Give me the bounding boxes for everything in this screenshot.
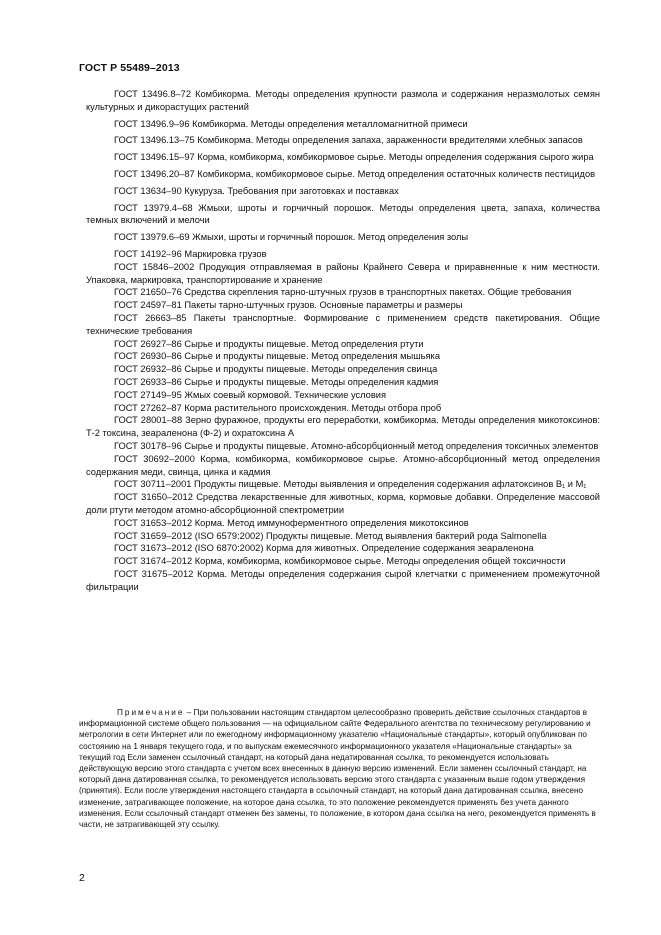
reference-entry: ГОСТ 26933–86 Сырье и продукты пищевые. Методы определения кадмия (114, 376, 439, 387)
reference-entry: ГОСТ 27149–95 Жмых соевый кормовой. Технические условия (114, 389, 387, 400)
reference-entry: ГОСТ 15846–2002 Продукция отправляемая в районы Крайнего Севера и приравненные к ним местности. Упаковка, маркировка, транспортирование и хранение (86, 261, 600, 285)
reference-entry: ГОСТ 26932–86 Сырье и продукты пищевые. Методы определения свинца (114, 364, 438, 375)
note-text: – При пользовании настоящим стандартом целесообразно проверить действие ссылочных стандартов в информационной системе общего пользования — на официальном сайте Федерального агентства по техническому регулированию и метрологии в сети Интернет или по ежегодному информационному указателю «Национальные стандарты», который опубликован по состоянию на 1 января текущего года, и по выпускам ежемесячного информационного указателя «Национальные стандарты» за текущий год Если заменен ссылочный стандарт, на который дана недатированная ссылка, то рекомендуется использовать действующую версию этого стандарта с учетом всех внесенных в данную версию изменений. Если заменен ссылочный стандарт, на который дана датированная ссылка, то рекомендуется использовать версию этого стандарта с указанным выше годом утверждения (принятия). Если после утверждения настоящего стандарта в ссылочный стандарт, на который дана датированная ссылка, внесено изменение, затрагивающее положение, на которое дана ссылка, то это положение рекомендуется применять без учета данного изменения. Если ссылочный стандарт отменен без замены, то положение, в котором дана ссылка на него, рекомендуется применять в части, не затрагивающей эту ссылку. (79, 708, 596, 830)
note-paragraph (79, 707, 600, 830)
reference-entry: ГОСТ 26930–86 Сырье и продукты пищевые. Метод определения мышьяка (114, 351, 440, 362)
reference-entry: ГОСТ 31673–2012 (ISO 6870:2002) Корма для животных. Определение содержания зеараленона (114, 543, 534, 554)
reference-entry: ГОСТ 31650–2012 Средства лекарственные для животных, корма, кормовые добавки. Определение массовой доли ртути методом атомно-абсорбционной спектрометрии (86, 492, 600, 515)
normative-references-list (86, 88, 600, 593)
reference-entry: ГОСТ 31653–2012 Корма. Метод иммуноферментного определения микотоксинов (114, 517, 469, 528)
note-label: Примечание (117, 708, 185, 717)
standard-code-header: ГОСТ Р 55489–2013 (79, 62, 180, 74)
page-number: 2 (79, 872, 85, 884)
reference-entry: ГОСТ 13496.13–75 Комбикорма. Методы определения запаха, зараженности вредителями хлебных запасов (114, 135, 583, 146)
reference-entry: ГОСТ 14192–96 Маркировка грузов (114, 248, 267, 259)
reference-entry: ГОСТ 13496.20–87 Комбикорма, комбикормовое сырье. Метод определения остаточных количеств пестицидов (114, 168, 596, 179)
reference-entry: ГОСТ 13496.9–96 Комбикорма. Методы определения металломагнитной примеси (114, 118, 468, 129)
reference-entry: ГОСТ 31674–2012 Корма, комбикорма, комбикормовое сырье. Методы определения общей токсичности (114, 556, 566, 567)
reference-entry: ГОСТ 13979.4–68 Жмыхи, шроты и горчичный порошок. Методы определения цвета, запаха, количества темных включений и мелочи (86, 202, 600, 226)
reference-entry: ГОСТ 31675–2012 Корма. Методы определения содержания сырой клетчатки с применением промежуточной фильтрации (86, 568, 600, 592)
reference-entry: ГОСТ 27262–87 Корма растительного происхождения. Методы отбора проб (114, 402, 442, 413)
reference-entry: ГОСТ 13496.15–97 Корма, комбикорма, комбикормовое сырье. Методы определения содержания сырого жира (114, 152, 594, 163)
reference-entry: ГОСТ 13979.6–69 Жмыхи, шроты и горчичный порошок. Метод определения золы (114, 232, 469, 243)
note-block (79, 707, 600, 830)
reference-entry: ГОСТ 13634–90 Кукуруза. Требования при заготовках и поставках (114, 185, 399, 196)
reference-entry: ГОСТ 28001–88 Зерно фуражное, продукты его переработки, комбикорма. Методы определения микотоксинов: Т-2 токсина, зеараленона (Ф-2) и охратоксина А (86, 415, 600, 439)
reference-entry: ГОСТ 30178–96 Сырье и продукты пищевые. Атомно-абсорбционный метод определения токсичных элементов (114, 440, 599, 451)
reference-entry: ГОСТ 24597–81 Пакеты тарно-штучных грузов. Основные параметры и размеры (114, 300, 463, 311)
reference-entry: ГОСТ 21650–76 Средства скрепления тарно-штучных грузов в транспортных пакетах. Общие требования (114, 287, 572, 298)
reference-entry: ГОСТ 31659–2012 (ISO 6579:2002) Продукты пищевые. Метод выявления бактерий рода Salmonella (114, 530, 547, 541)
reference-entry: ГОСТ 26663–85 Пакеты транспортные. Формирование с применением средств пакетирования. Общие технические требования (86, 312, 600, 336)
reference-entry: ГОСТ 30711–2001 Продукты пищевые. Методы выявления и определения содержания афлатоксинов B₁ и M₁ (114, 479, 587, 490)
reference-entry: ГОСТ 26927–86 Сырье и продукты пищевые. Метод определения ртути (114, 338, 424, 349)
reference-entry: ГОСТ 30692–2000 Корма, комбикорма, комбикормовое сырье. Атомно-абсорбционный метод определения содержания меди, свинца, цинка и кадмия (86, 453, 600, 477)
reference-entry: ГОСТ 13496.8–72 Комбикорма. Методы определения крупности размола и содержания неразмолотых семян культурных и дикорастущих растений (86, 89, 600, 112)
